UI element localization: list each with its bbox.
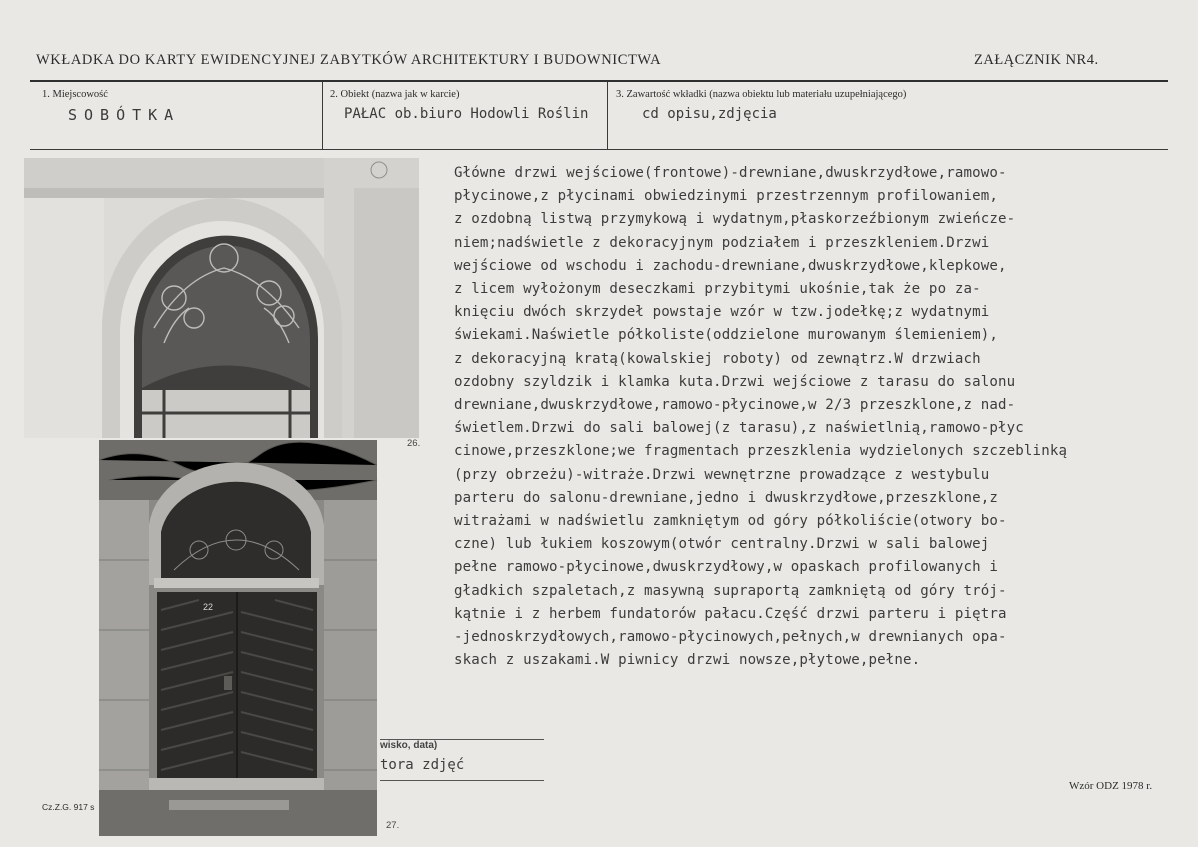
photo2-number: 27.	[386, 820, 400, 831]
field-object-value: PAŁAC ob.biuro Hodowli Roślin	[344, 106, 589, 122]
photo-arched-window	[24, 158, 419, 438]
field-object-label: 2. Obiekt (nazwa jak w karcie)	[330, 89, 460, 100]
form-code: Wzór ODZ 1978 r.	[1069, 780, 1153, 792]
description-text: Główne drzwi wejściowe(frontowe)-drewniane,dwuskrzydłowe,ramowo- płycinowe,z płycinami obwiedzinymi przestrzennym profilowaniem, z ozdobną listwą przymykową i wydatnym,płaskorzeźbionym zwieńcze- niem;nadświetle z dekoracyjnym podziałem i przeszkleniem.Drzwi wejściowe od wschodu i zachodu-drewniane,dwuskrzydłowe,klepkowe, z licem wyłożonym deseczkami przybitymi ukośnie,tak że po za- knięciu dwóch skrzydeł powstaje wzór w tzw.jodełkę;z wydatnymi świekami.Naświetle półkoliste(oddzielone murowanym ślemieniem), z dekoracyjną kratą(kowalskiej roboty) od zewnątrz.W drzwiach ozdobny szyldzik i klamka kuta.Drzwi wejściowe z tarasu do salonu drewniane,dwuskrzydłowe,ramowo-płycinowe,w 2/3 przeszklone,z nad- świetlem.Drzwi do sali balowej(z tarasu),z naświetlnią,ramowo-płyc cinowe,przeszklone;we fragmentach przeszklenia wydzielonych szczeblinką (przy obrzeżu)-witraże.Drzwi wewnętrzne prowadzące z westybulu parteru do salonu-drewniane,jedno i dwuskrzydłowe,przeszklone,z witrażami w nadświetlu zamkniętym od góry półkoliście(otwory bo- czne) lub łukiem koszowym(otwór centralny.Drzwi w sali balowej pełne ramowo-płycinowe,dwuskrzydłowy,w opaskach profilowanych i gładkich szpaletach,z masywną supraportą zamkniętą od góry trój- kątnie i z herbem fundatorów pałacu.Część drzwi parteru i piętra -jednoskrzydłowych,ramowo-płycinowych,pełnych,w drewnianych opa- skach z uszakami.W piwnicy drzwi nowsze,płytowe,pełne.	[454, 165, 1068, 669]
printer-mark: Cz.Z.G. 917 s	[42, 802, 95, 812]
fields-rule	[30, 149, 1168, 150]
author-label: wisko, data)	[380, 740, 438, 751]
sheet-title: WKŁADKA DO KARTY EWIDENCYJNEJ ZABYTKÓW ARCHITEKTURY I BUDOWNICTWA	[36, 52, 662, 68]
author-value: tora zdjęć	[380, 757, 465, 773]
field-divider	[322, 82, 323, 149]
annex-number: ZAŁĄCZNIK NR4.	[974, 52, 1099, 68]
field-divider	[607, 82, 608, 149]
photo-entrance-door	[99, 440, 377, 836]
field-locality-label: 1. Miejscowość	[42, 89, 108, 100]
door-number: 22	[203, 602, 214, 612]
field-contents-value: cd opisu,zdjęcia	[642, 106, 777, 122]
header-rule	[30, 80, 1168, 82]
author-line	[380, 780, 544, 781]
field-locality-value: SOBÓTKA	[68, 106, 181, 124]
photo1-number: 26.	[407, 438, 421, 449]
field-contents-label: 3. Zawartość wkładki (nazwa obiektu lub materiału uzupełniającego)	[616, 89, 907, 100]
